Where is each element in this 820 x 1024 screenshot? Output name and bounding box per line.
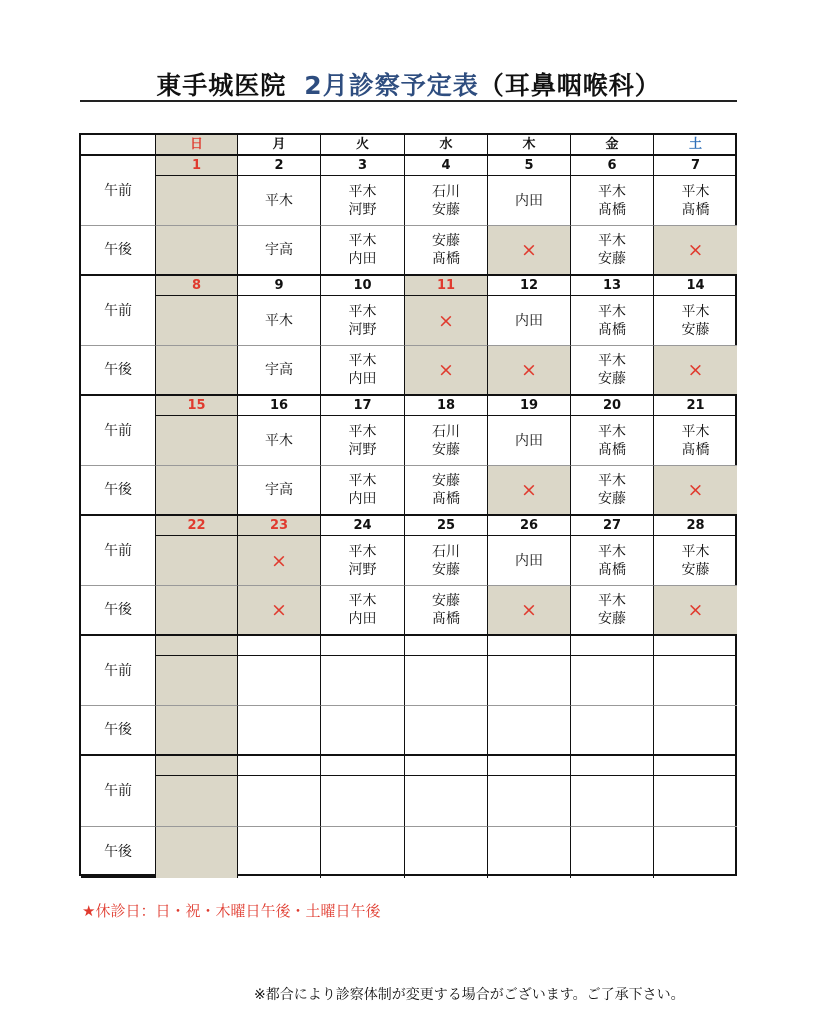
doctor-cell: 平木 内田 (321, 346, 405, 396)
date-cell: 20 (571, 396, 654, 416)
doctor-cell: 平木 内田 (321, 466, 405, 516)
doctor-cell: 安藤 髙橋 (405, 586, 488, 636)
slot-label-am: 午前 (81, 156, 156, 226)
closed-mark: × (405, 296, 488, 346)
date-cell (488, 756, 571, 776)
header-corner (81, 135, 156, 156)
date-cell (488, 636, 571, 656)
empty-cell (654, 706, 737, 756)
doctor-cell: 平木 内田 (321, 226, 405, 276)
date-cell: 7 (654, 156, 737, 176)
empty-cell (238, 827, 321, 878)
date-cell (238, 636, 321, 656)
date-cell (321, 636, 405, 656)
empty-cell (156, 226, 238, 276)
date-cell (654, 756, 737, 776)
empty-cell (156, 656, 238, 706)
doctor-cell: 平木 髙橋 (654, 176, 737, 226)
doctor-cell: 安藤 髙橋 (405, 466, 488, 516)
doctor-cell: 石川 安藤 (405, 176, 488, 226)
doctor-cell: 平木 髙橋 (571, 176, 654, 226)
empty-cell (156, 466, 238, 516)
empty-cell (405, 827, 488, 878)
empty-cell (156, 346, 238, 396)
doctor-cell: 内田 (488, 416, 571, 466)
empty-cell (488, 776, 571, 827)
empty-cell (488, 706, 571, 756)
closed-mark: × (238, 586, 321, 636)
empty-cell (156, 827, 238, 878)
slot-label-am: 午前 (81, 636, 156, 706)
doctor-cell: 宇高 (238, 226, 321, 276)
closed-mark: × (488, 466, 571, 516)
date-cell: 8 (156, 276, 238, 296)
date-cell (571, 636, 654, 656)
weekday-header: 水 (405, 135, 488, 156)
empty-cell (238, 706, 321, 756)
disclaimer-note: ※都合により診察体制が変更する場合がございます。ご了承下さい。 (254, 987, 685, 1003)
date-cell: 26 (488, 516, 571, 536)
closed-mark: × (654, 226, 737, 276)
weekday-header: 火 (321, 135, 405, 156)
slot-label-pm: 午後 (81, 466, 156, 516)
doctor-cell: 平木 髙橋 (571, 536, 654, 586)
slot-label-pm: 午後 (81, 706, 156, 756)
weekday-header: 木 (488, 135, 571, 156)
empty-cell (571, 656, 654, 706)
closed-mark: × (488, 226, 571, 276)
empty-cell (156, 416, 238, 466)
empty-cell (405, 656, 488, 706)
date-cell: 28 (654, 516, 737, 536)
empty-cell (405, 706, 488, 756)
weekday-header: 月 (238, 135, 321, 156)
doctor-cell: 平木 (238, 176, 321, 226)
closed-mark: × (238, 536, 321, 586)
date-cell: 3 (321, 156, 405, 176)
date-cell: 13 (571, 276, 654, 296)
doctor-cell: 平木 河野 (321, 296, 405, 346)
doctor-cell: 平木 安藤 (654, 536, 737, 586)
date-cell (571, 756, 654, 776)
doctor-cell: 石川 安藤 (405, 416, 488, 466)
slot-label-pm: 午後 (81, 586, 156, 636)
date-cell (156, 756, 238, 776)
closed-mark: × (488, 346, 571, 396)
empty-cell (571, 706, 654, 756)
doctor-cell: 平木 (238, 416, 321, 466)
date-cell: 25 (405, 516, 488, 536)
date-cell: 14 (654, 276, 737, 296)
empty-cell (571, 776, 654, 827)
closed-mark: × (488, 586, 571, 636)
date-cell: 24 (321, 516, 405, 536)
date-cell (156, 636, 238, 656)
date-cell: 16 (238, 396, 321, 416)
date-cell (405, 636, 488, 656)
empty-cell (488, 827, 571, 878)
date-cell: 12 (488, 276, 571, 296)
empty-cell (156, 776, 238, 827)
date-cell: 11 (405, 276, 488, 296)
page-title (80, 66, 737, 102)
doctor-cell: 平木 内田 (321, 586, 405, 636)
date-cell: 15 (156, 396, 238, 416)
date-cell: 27 (571, 516, 654, 536)
doctor-cell: 平木 安藤 (571, 226, 654, 276)
empty-cell (238, 656, 321, 706)
doctor-cell: 内田 (488, 536, 571, 586)
date-cell: 5 (488, 156, 571, 176)
closed-days-note: ★休診日：日・祝・木曜日午後・土曜日午後 (82, 902, 381, 920)
doctor-cell: 内田 (488, 296, 571, 346)
doctor-cell: 平木 髙橋 (571, 416, 654, 466)
empty-cell (321, 827, 405, 878)
date-cell (238, 756, 321, 776)
empty-cell (156, 586, 238, 636)
empty-cell (321, 706, 405, 756)
empty-cell (405, 776, 488, 827)
empty-cell (654, 776, 737, 827)
date-cell: 1 (156, 156, 238, 176)
empty-cell (321, 776, 405, 827)
date-cell: 17 (321, 396, 405, 416)
empty-cell (654, 827, 737, 878)
date-cell (405, 756, 488, 776)
empty-cell (321, 656, 405, 706)
date-cell: 22 (156, 516, 238, 536)
closed-mark: × (654, 346, 737, 396)
date-cell: 21 (654, 396, 737, 416)
empty-cell (488, 656, 571, 706)
empty-cell (654, 656, 737, 706)
closed-mark: × (405, 346, 488, 396)
date-cell: 19 (488, 396, 571, 416)
empty-cell (156, 536, 238, 586)
slot-label-am: 午前 (81, 276, 156, 346)
doctor-cell: 平木 (238, 296, 321, 346)
date-cell: 4 (405, 156, 488, 176)
schedule-title: 2月診察予定表 (304, 71, 479, 100)
empty-cell (156, 176, 238, 226)
doctor-cell: 平木 安藤 (571, 346, 654, 396)
doctor-cell: 宇高 (238, 346, 321, 396)
weekday-header: 土 (654, 135, 737, 156)
slot-label-pm: 午後 (81, 346, 156, 396)
date-cell: 10 (321, 276, 405, 296)
date-cell (654, 636, 737, 656)
doctor-cell: 平木 安藤 (571, 466, 654, 516)
slot-label-am: 午前 (81, 396, 156, 466)
date-cell: 6 (571, 156, 654, 176)
slot-label-pm: 午後 (81, 226, 156, 276)
weekday-header: 金 (571, 135, 654, 156)
closed-mark: × (654, 466, 737, 516)
empty-cell (238, 776, 321, 827)
empty-cell (571, 827, 654, 878)
empty-cell (156, 706, 238, 756)
doctor-cell: 平木 河野 (321, 536, 405, 586)
weekday-header: 日 (156, 135, 238, 156)
slot-label-am: 午前 (81, 516, 156, 586)
doctor-cell: 石川 安藤 (405, 536, 488, 586)
department: （耳鼻咽喉科） (478, 71, 661, 100)
title-underline (80, 100, 737, 102)
doctor-cell: 安藤 髙橋 (405, 226, 488, 276)
schedule-table (79, 133, 737, 876)
date-cell: 18 (405, 396, 488, 416)
date-cell: 2 (238, 156, 321, 176)
doctor-cell: 平木 髙橋 (571, 296, 654, 346)
doctor-cell: 平木 髙橋 (654, 416, 737, 466)
closed-mark: × (654, 586, 737, 636)
empty-cell (156, 296, 238, 346)
slot-label-am: 午前 (81, 756, 156, 827)
date-cell (321, 756, 405, 776)
doctor-cell: 平木 河野 (321, 416, 405, 466)
doctor-cell: 宇高 (238, 466, 321, 516)
doctor-cell: 平木 安藤 (571, 586, 654, 636)
slot-label-pm: 午後 (81, 827, 156, 878)
date-cell: 9 (238, 276, 321, 296)
doctor-cell: 平木 安藤 (654, 296, 737, 346)
clinic-name: 東手城医院 (156, 71, 287, 100)
date-cell: 23 (238, 516, 321, 536)
doctor-cell: 内田 (488, 176, 571, 226)
doctor-cell: 平木 河野 (321, 176, 405, 226)
